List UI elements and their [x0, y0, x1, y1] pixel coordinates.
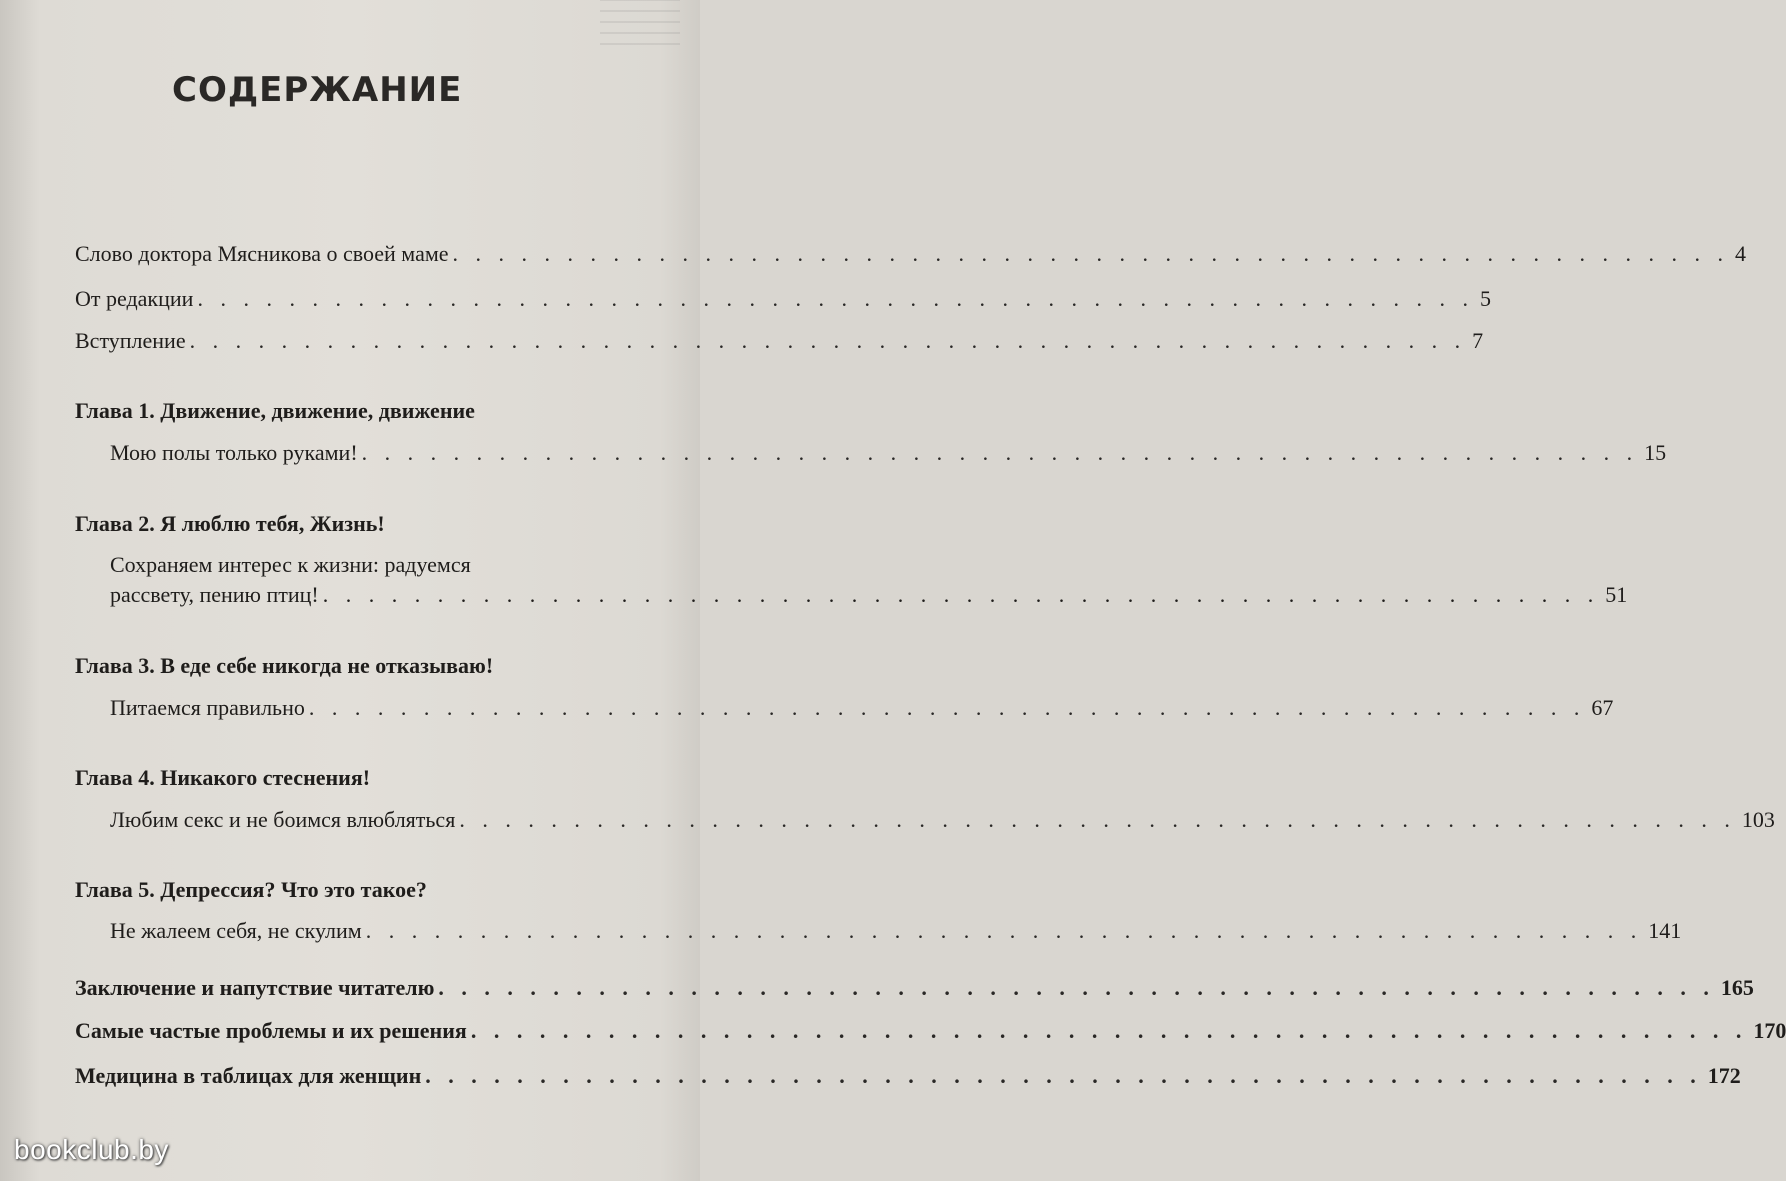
toc-dots: . . . . . . . . . . . . . . . . . . . . . . . . . . . . . . . . . . . . . . . . . . . . . . . . . . . . . . . .	[322, 582, 1600, 607]
toc-page-number: 172	[1707, 1063, 1741, 1088]
chapter-heading: Глава 2. Я люблю тебя, Жизнь!	[75, 511, 385, 536]
toc-entry	[75, 1017, 1786, 1045]
toc-subentry	[110, 439, 1667, 467]
toc-page-number: 5	[1479, 286, 1491, 311]
chapter-heading: Глава 3. В еде себе никогда не отказываю!	[75, 653, 494, 678]
toc-entry-label: Медицина в таблицах для женщин	[75, 1063, 422, 1088]
toc-dots: . . . . . . . . . . . . . . . . . . . . . . . . . . . . . . . . . . . . . . . . . . . . . . . . . . . . . . . .	[459, 807, 1736, 832]
toc-entry-label: Мою полы только руками!	[110, 440, 358, 465]
toc-dots: . . . . . . . . . . . . . . . . . . . . . . . . . . . . . . . . . . . . . . . . . . . . . . . . . . . . . . . .	[452, 241, 1730, 266]
toc-subentry	[110, 550, 1628, 610]
toc-entry-label: Любим секс и не боимся влюбляться	[110, 807, 456, 832]
toc-entry-label: рассвету, пению птиц!	[110, 582, 319, 607]
toc-entry-label: Питаемся правильно	[110, 695, 305, 720]
toc-dots: . . . . . . . . . . . . . . . . . . . . . . . . . . . . . . . . . . . . . . . . . . . . . . . . . . . . . . . .	[438, 975, 1715, 1000]
toc-entry-label: Не жалеем себя, не скулим	[110, 918, 362, 943]
toc-page-number: 51	[1605, 582, 1628, 607]
toc-entry	[75, 240, 1747, 268]
toc-dots: . . . . . . . . . . . . . . . . . . . . . . . . . . . . . . . . . . . . . . . . . . . . . . . . . . . . . . . .	[425, 1063, 1702, 1088]
toc-dots: . . . . . . . . . . . . . . . . . . . . . . . . . . . . . . . . . . . . . . . . . . . . . . . . . . . . . . . .	[197, 286, 1474, 311]
toc-dots: . . . . . . . . . . . . . . . . . . . . . . . . . . . . . . . . . . . . . . . . . . . . . . . . . . . . . . . .	[189, 328, 1467, 353]
bleed-through-text	[600, 0, 680, 45]
toc-page-number: 15	[1644, 440, 1667, 465]
toc-dots: . . . . . . . . . . . . . . . . . . . . . . . . . . . . . . . . . . . . . . . . . . . . . . . . . . . . . . . .	[308, 695, 1586, 720]
toc-entry-label: Самые частые проблемы и их решения	[75, 1018, 467, 1043]
toc-entry	[75, 1062, 1741, 1090]
toc-entry	[75, 327, 1484, 355]
site-watermark: bookclub.by	[14, 1134, 169, 1165]
toc-dots: . . . . . . . . . . . . . . . . . . . . . . . . . . . . . . . . . . . . . . . . . . . . . . . . . . . . . . . .	[365, 918, 1643, 943]
toc-subentry	[110, 917, 1682, 945]
toc-entry-label: Вступление	[75, 328, 186, 353]
toc-subentry	[110, 806, 1775, 834]
toc-dots: . . . . . . . . . . . . . . . . . . . . . . . . . . . . . . . . . . . . . . . . . . . . . . . . . . . . . . . .	[470, 1018, 1748, 1043]
toc-page-number: 165	[1720, 975, 1754, 1000]
toc-entry-label: Заключение и напутствие читателю	[75, 975, 435, 1000]
toc-page-number: 7	[1472, 328, 1484, 353]
page-title: СОДЕРЖАНИЕ	[172, 70, 463, 110]
toc-page-number: 4	[1735, 241, 1747, 266]
chapter-heading: Глава 5. Депрессия? Что это такое?	[75, 877, 427, 902]
toc-dots: . . . . . . . . . . . . . . . . . . . . . . . . . . . . . . . . . . . . . . . . . . . . . . . . . . . . . . . .	[361, 440, 1639, 465]
toc-page-number: 170	[1753, 1018, 1786, 1043]
toc-entry-label: Сохраняем интерес к жизни: радуемся	[110, 552, 471, 577]
chapter-heading: Глава 4. Никакого стеснения!	[75, 765, 371, 790]
toc-entry	[75, 285, 1491, 313]
toc-page-number: 103	[1741, 807, 1775, 832]
toc-page-number: 141	[1648, 918, 1682, 943]
toc-entry-label: От редакции	[75, 286, 194, 311]
toc-page-number: 67	[1591, 695, 1614, 720]
toc-subentry	[110, 694, 1614, 722]
toc-entry	[75, 974, 1754, 1002]
chapter-heading: Глава 1. Движение, движение, движение	[75, 398, 475, 423]
toc-entry-label: Слово доктора Мясникова о своей маме	[75, 241, 449, 266]
